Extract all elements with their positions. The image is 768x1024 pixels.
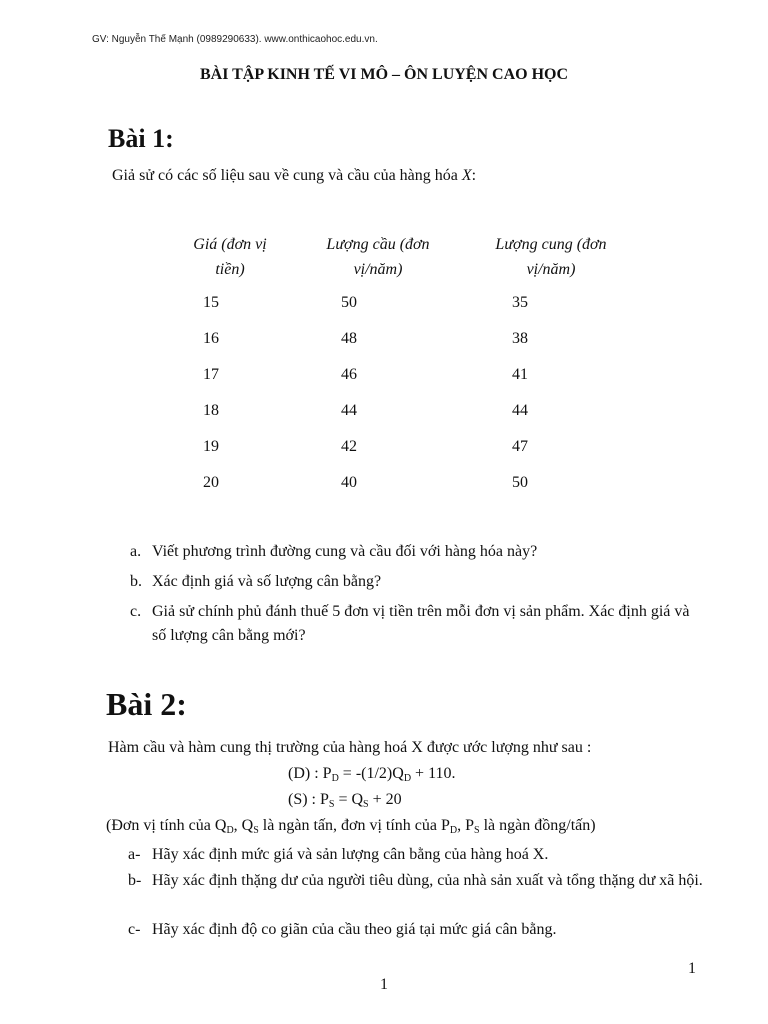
table-cell: 35 xyxy=(512,294,528,311)
question-label: b. xyxy=(130,573,142,590)
table-cell: 17 xyxy=(203,366,219,383)
table-cell: 16 xyxy=(203,330,219,347)
intro-variable: X xyxy=(461,167,472,184)
eq-part: = -(1/2)Q xyxy=(338,765,404,782)
intro-colon: : xyxy=(471,167,477,184)
units-subscript: D xyxy=(449,825,458,836)
table-cell: 18 xyxy=(203,402,219,419)
page-number-right: 1 xyxy=(688,960,696,977)
table-cell: 44 xyxy=(341,402,357,419)
eq-part: (S) : P xyxy=(288,791,329,808)
question-text: Hãy xác định mức giá và sản lượng cân bằng của hàng hoá X. xyxy=(152,846,549,863)
units-part: là ngàn tấn, đơn vị tính của P xyxy=(258,817,450,834)
question-1c xyxy=(130,600,700,648)
table-cell: 47 xyxy=(512,438,528,455)
table-cell: 40 xyxy=(341,474,357,491)
question-text: Viết phương trình đường cung và cầu đối với hàng hóa này? xyxy=(152,543,538,560)
eq-part: = Q xyxy=(334,791,364,808)
question-label: c. xyxy=(130,603,142,620)
units-subscript: S xyxy=(474,825,480,836)
eq-part: + 110. xyxy=(411,765,456,782)
units-subscript: D xyxy=(226,825,234,836)
eq-subscript: D xyxy=(331,773,339,784)
question-label: b- xyxy=(128,872,142,889)
table-cell: 41 xyxy=(512,366,528,383)
demand-equation xyxy=(288,765,455,783)
table-cell: 44 xyxy=(512,402,528,419)
header-line: Lượng cung (đơn xyxy=(495,236,607,253)
question-2c xyxy=(128,918,710,942)
question-2a xyxy=(128,843,710,867)
eq-part: (D) : P xyxy=(288,765,332,782)
question-1b xyxy=(130,570,700,594)
exercise-2-intro: Hàm cầu và hàm cung thị trường của hàng hoá X được ước lượng như sau : xyxy=(108,739,592,756)
units-part: là ngàn đồng/tấn) xyxy=(479,817,596,834)
units-part: (Đơn vị tính của Q xyxy=(106,817,227,834)
header-line: vị/năm) xyxy=(353,261,403,278)
units-part: , Q xyxy=(233,817,254,834)
units-note xyxy=(106,817,596,835)
table-cell: 50 xyxy=(512,474,528,491)
exercise-1-heading: Bài 1: xyxy=(108,124,174,153)
col-header-demand xyxy=(314,232,442,282)
eq-subscript: D xyxy=(403,773,412,784)
document-title: BÀI TẬP KINH TẾ VI MÔ – ÔN LUYỆN CAO HỌC xyxy=(199,66,569,83)
question-2b xyxy=(128,869,710,917)
question-text: Hãy xác định thặng dư của người tiêu dùng, của nhà sản xuất và tổng thặng dư xã hội. xyxy=(152,872,703,889)
table-cell: 15 xyxy=(203,294,219,311)
question-text: Giả sử chính phủ đánh thuế 5 đơn vị tiền trên mỗi đơn vị sản phẩm. Xác định giá và số lượng cân bằng mới? xyxy=(152,603,690,644)
eq-subscript: S xyxy=(363,799,369,810)
exercise-2-heading: Bài 2: xyxy=(106,686,187,722)
question-label: c- xyxy=(128,921,141,938)
exercise-1-intro xyxy=(112,167,476,185)
col-header-supply xyxy=(484,232,618,282)
header-line: tiền) xyxy=(215,261,245,278)
page-number-center: 1 xyxy=(380,976,388,993)
table-cell: 42 xyxy=(341,438,357,455)
question-1a xyxy=(130,540,700,564)
units-subscript: S xyxy=(253,825,259,836)
question-text: Xác định giá và số lượng cân bằng? xyxy=(152,573,382,590)
header-line: vị/năm) xyxy=(526,261,576,278)
table-cell: 50 xyxy=(341,294,357,311)
table-cell: 38 xyxy=(512,330,528,347)
question-text: Hãy xác định độ co giãn của cầu theo giá tại mức giá cân bằng. xyxy=(152,921,557,938)
table-cell: 19 xyxy=(203,438,219,455)
question-label: a. xyxy=(130,543,142,560)
table-cell: 48 xyxy=(341,330,357,347)
eq-part: + 20 xyxy=(368,791,402,808)
eq-subscript: S xyxy=(328,799,335,810)
intro-text: Giả sử có các số liệu sau về cung và cầu của hàng hóa xyxy=(112,167,462,184)
header-line: Lượng cầu (đơn xyxy=(326,236,430,253)
table-cell: 46 xyxy=(341,366,357,383)
page-header: GV: Nguyễn Thế Mạnh (0989290633). www.onthicaohoc.edu.vn. xyxy=(92,34,378,45)
units-part: , P xyxy=(457,817,475,834)
header-line: Giá (đơn vị xyxy=(193,236,267,253)
question-label: a- xyxy=(128,846,141,863)
supply-equation xyxy=(288,791,402,809)
col-header-price xyxy=(178,232,282,282)
table-cell: 20 xyxy=(203,474,219,491)
